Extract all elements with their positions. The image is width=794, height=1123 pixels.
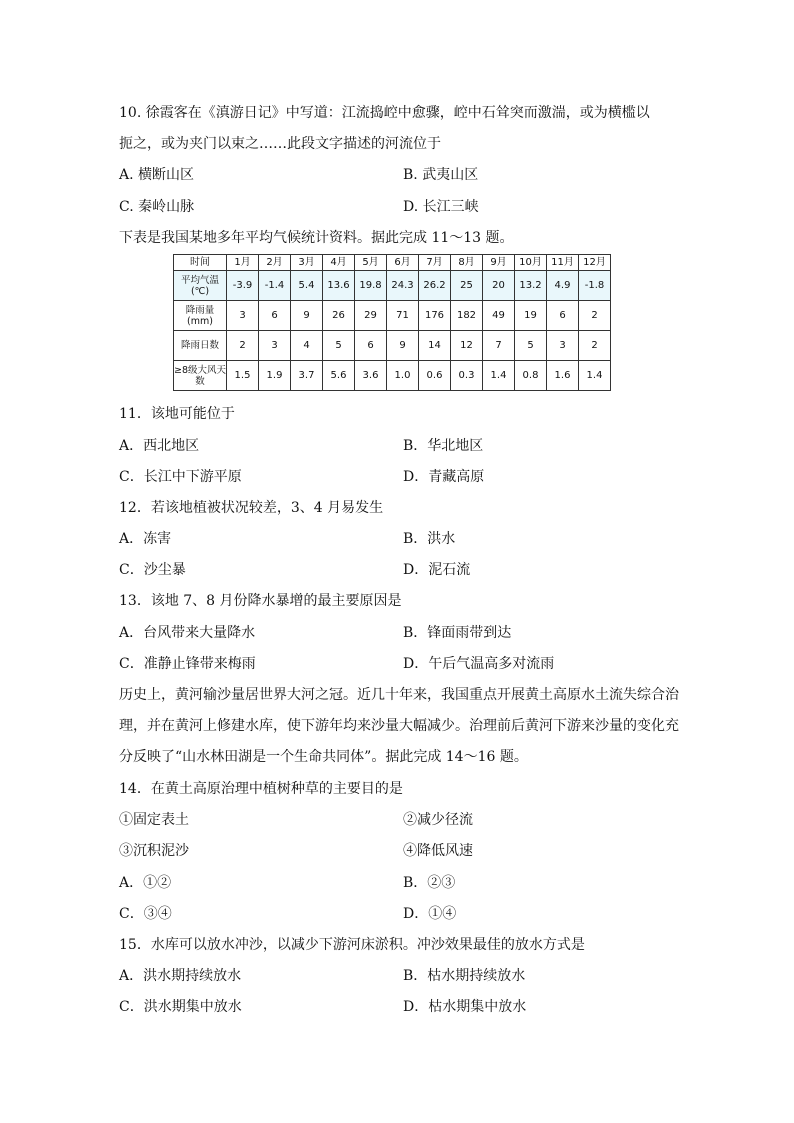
table-cell: 71: [387, 301, 419, 331]
q14-item-4: ④降低风速: [403, 843, 473, 859]
table-cell: 3: [259, 331, 291, 361]
q14-option-d: D．①④: [403, 906, 457, 922]
q14-option-b: B．②③: [403, 875, 456, 891]
header-cell: 8月: [451, 255, 483, 271]
row-label: 平均气温(℃): [174, 271, 227, 301]
q12-option-c: C．沙尘暴: [119, 562, 186, 578]
header-cell: 6月: [387, 255, 419, 271]
q13-option-a: A．台风带来大量降水: [119, 625, 256, 641]
table-row-rainfall: [174, 301, 611, 331]
header-cell: 1月: [227, 255, 259, 271]
passage-line2: 理，并在黄河上修建水库，使下游年均来沙量大幅减少。治理前后黄河下游来沙量的变化充: [119, 718, 679, 734]
table-cell: 3.6: [355, 361, 387, 391]
header-cell: 11月: [547, 255, 579, 271]
table-cell: 2: [579, 331, 611, 361]
q14-item-3: ③沉积泥沙: [119, 843, 189, 859]
table-cell: 4: [291, 331, 323, 361]
table-cell: 7: [483, 331, 515, 361]
table-cell: 29: [355, 301, 387, 331]
q10-option-b: B. 武夷山区: [403, 167, 479, 183]
row-label: 降雨量(mm): [174, 301, 227, 331]
row-label: ≥8级大风天数: [174, 361, 227, 391]
q14-option-a: A．①②: [119, 875, 172, 891]
table-cell: 0.6: [419, 361, 451, 391]
table-cell: 26.2: [419, 271, 451, 301]
q12-option-a: A．冻害: [119, 531, 172, 547]
table-cell: 5: [515, 331, 547, 361]
table-cell: 1.5: [227, 361, 259, 391]
table-cell: 6: [547, 301, 579, 331]
q12-option-b: B．洪水: [403, 531, 456, 547]
table-cell: 5: [323, 331, 355, 361]
header-cell: 2月: [259, 255, 291, 271]
table-cell: 182: [451, 301, 483, 331]
row-label: 降雨日数: [174, 331, 227, 361]
q13-option-c: C．准静止锋带来梅雨: [119, 656, 256, 672]
q13-stem: 13．该地 7、8 月份降水暴增的最主要原因是: [119, 593, 402, 609]
q10-option-d: D. 长江三峡: [403, 199, 479, 215]
q11-option-d: D．青藏高原: [403, 469, 485, 485]
q11-option-a: A．西北地区: [119, 438, 200, 454]
table-cell: 26: [323, 301, 355, 331]
table-cell: 3: [227, 301, 259, 331]
climate-table: [173, 254, 611, 391]
q12-stem: 12．若该地植被状况较差，3、4 月易发生: [119, 500, 384, 516]
table-cell: 4.9: [547, 271, 579, 301]
table-cell: 6: [355, 331, 387, 361]
table-row-gale-days: [174, 361, 611, 391]
table-cell: 0.8: [515, 361, 547, 391]
table-cell: 176: [419, 301, 451, 331]
q13-option-d: D．午后气温高多对流雨: [403, 656, 555, 672]
header-cell: 7月: [419, 255, 451, 271]
table-cell: 12: [451, 331, 483, 361]
table-cell: -1.4: [259, 271, 291, 301]
header-cell: 5月: [355, 255, 387, 271]
q15-option-c: C．洪水期集中放水: [119, 999, 242, 1015]
header-cell: 10月: [515, 255, 547, 271]
table-header-row: [174, 255, 611, 271]
table-row-rain-days: [174, 331, 611, 361]
q15-option-b: B．枯水期持续放水: [403, 968, 526, 984]
table-cell: 5.6: [323, 361, 355, 391]
table-cell: 24.3: [387, 271, 419, 301]
q14-stem: 14．在黄土高原治理中植树种草的主要目的是: [119, 781, 403, 797]
q15-stem: 15．水库可以放水冲沙，以减少下游河床淤积。冲沙效果最佳的放水方式是: [119, 937, 585, 953]
header-cell: 4月: [323, 255, 355, 271]
q10-option-c: C. 秦岭山脉: [119, 199, 195, 215]
table-cell: 0.3: [451, 361, 483, 391]
header-cell: 3月: [291, 255, 323, 271]
table-cell: 2: [579, 301, 611, 331]
table-cell: 9: [387, 331, 419, 361]
q12-option-d: D．泥石流: [403, 562, 471, 578]
table-cell: 2: [227, 331, 259, 361]
table-cell: 1.0: [387, 361, 419, 391]
table-cell: 25: [451, 271, 483, 301]
q14-item-2: ②减少径流: [403, 812, 473, 828]
table-cell: 9: [291, 301, 323, 331]
table-cell: 3: [547, 331, 579, 361]
table-cell: 49: [483, 301, 515, 331]
table-cell: 19: [515, 301, 547, 331]
table-cell: 5.4: [291, 271, 323, 301]
table-cell: -3.9: [227, 271, 259, 301]
passage-line1: 历史上，黄河输沙量居世界大河之冠。近几十年来，我国重点开展黄土高原水土流失综合治: [119, 687, 679, 703]
table-cell: 3.7: [291, 361, 323, 391]
table-cell: 14: [419, 331, 451, 361]
header-cell: 9月: [483, 255, 515, 271]
header-cell: 时间: [174, 255, 227, 271]
table-cell: 6: [259, 301, 291, 331]
table-cell: 1.6: [547, 361, 579, 391]
q14-item-1: ①固定表土: [119, 812, 189, 828]
passage-line3: 分反映了“山水林田湖是一个生命共同体”。据此完成 14～16 题。: [119, 749, 528, 765]
table-cell: 19.8: [355, 271, 387, 301]
q10-stem-line1: 10. 徐霞客在《滇游日记》中写道：江流捣崆中愈骤，崆中石耸突而激湍，或为横槛以: [119, 105, 650, 121]
q14-option-c: C．③④: [119, 906, 172, 922]
table-intro: 下表是我国某地多年平均气候统计资料。据此完成 11～13 题。: [119, 230, 514, 246]
q15-option-d: D．枯水期集中放水: [403, 999, 527, 1015]
q11-option-c: C．长江中下游平原: [119, 469, 242, 485]
q10-stem-line2: 扼之，或为夹门以束之……此段文字描述的河流位于: [119, 136, 441, 152]
q10-option-a: A. 横断山区: [119, 167, 195, 183]
table-cell: 13.6: [323, 271, 355, 301]
header-cell: 12月: [579, 255, 611, 271]
table-row-temperature: [174, 271, 611, 301]
table-cell: 1.4: [579, 361, 611, 391]
table-cell: 20: [483, 271, 515, 301]
q11-option-b: B．华北地区: [403, 438, 484, 454]
table-cell: 1.4: [483, 361, 515, 391]
table-cell: 1.9: [259, 361, 291, 391]
table-cell: 13.2: [515, 271, 547, 301]
q11-stem: 11．该地可能位于: [119, 406, 235, 422]
table-cell: -1.8: [579, 271, 611, 301]
q13-option-b: B．锋面雨带到达: [403, 625, 512, 641]
q15-option-a: A．洪水期持续放水: [119, 968, 242, 984]
